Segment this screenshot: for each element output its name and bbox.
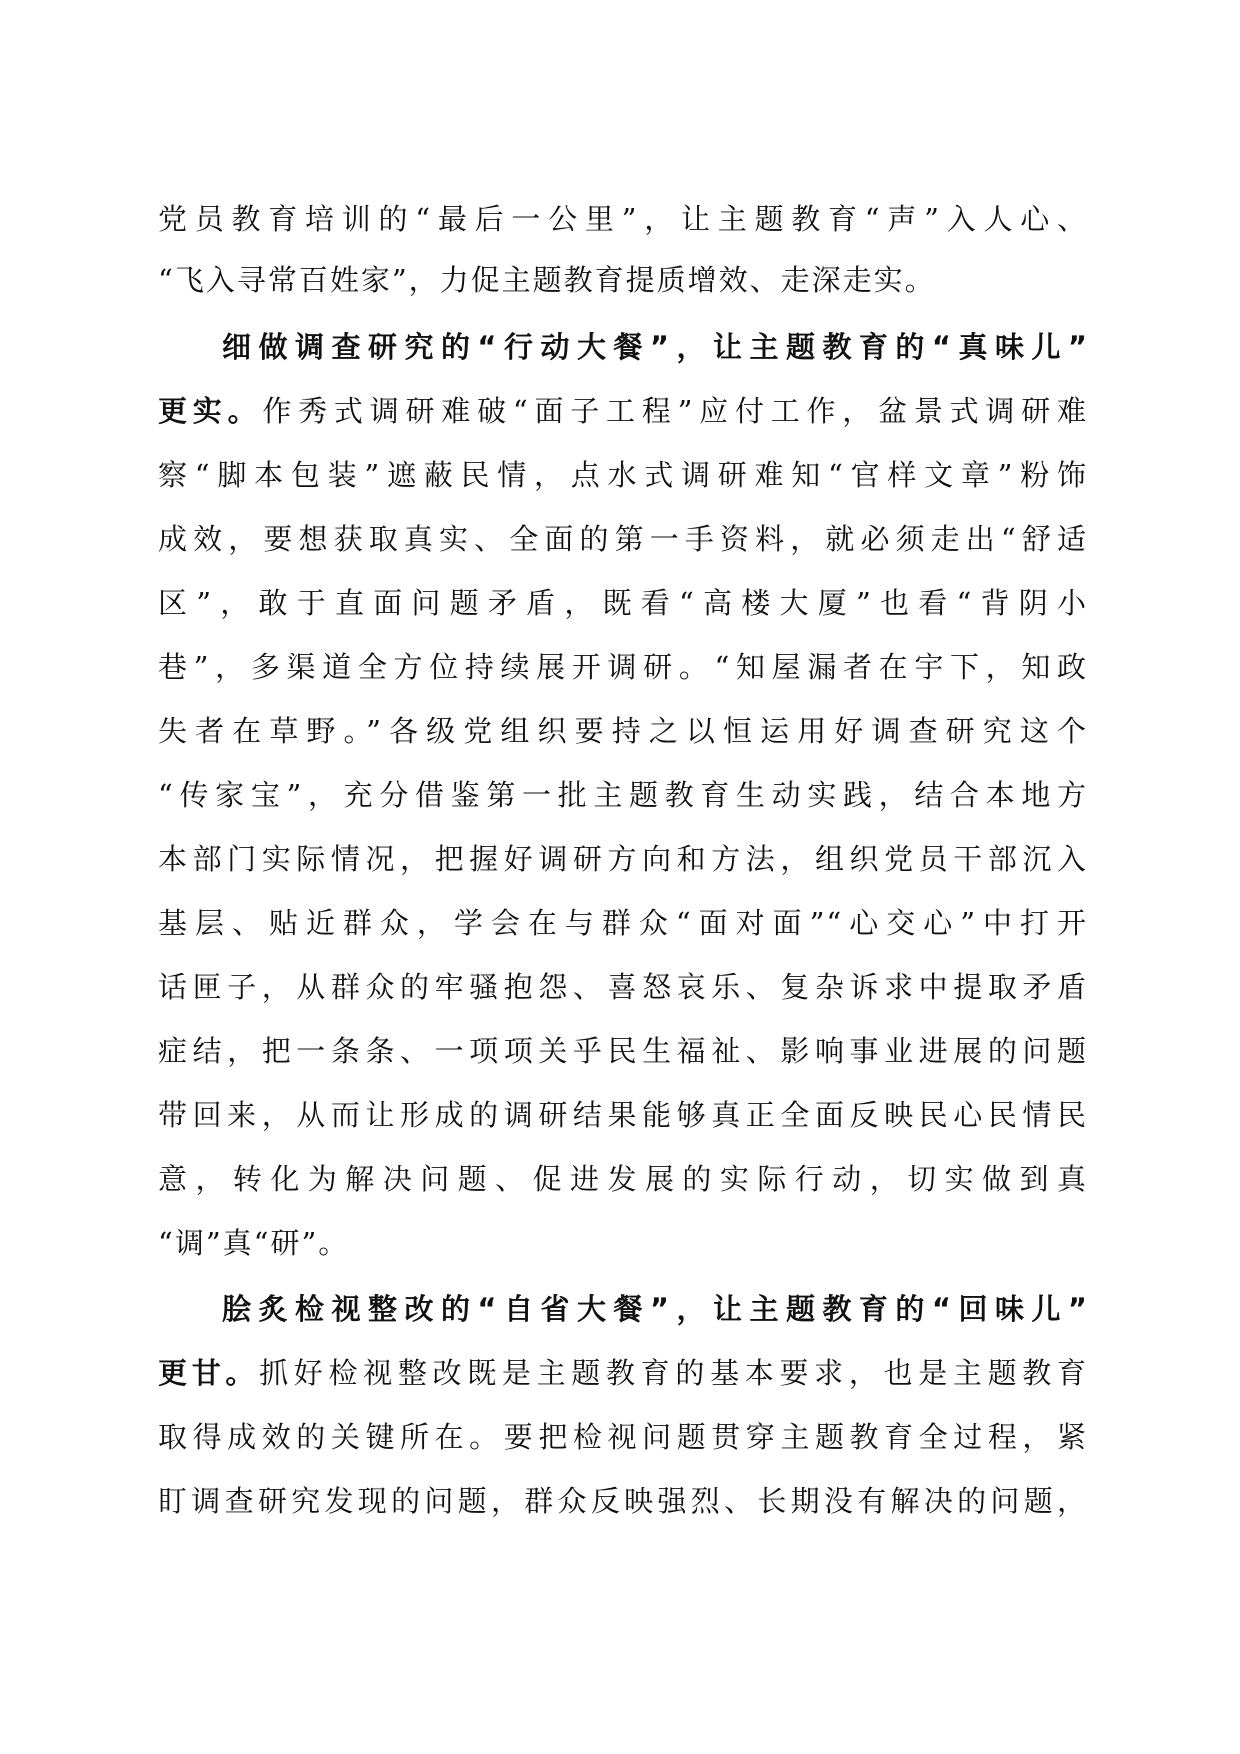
text-line: “调”真“研”。 [158, 1226, 350, 1260]
text-line [158, 1348, 1088, 1398]
section-heading: 细做调查研究的“行动大餐”，让主题教育的“真味儿” [222, 330, 1088, 364]
text-line: 失者在草野。”各级党组织要持之以恒运用好调查研究这个 [158, 714, 1088, 748]
text-line: 本部门实际情况，把握好调研方向和方法，组织党员干部沉入 [158, 842, 1088, 876]
text-line-body: 作秀式调研难破“面子工程”应付工作，盆景式调研难 [262, 394, 1088, 428]
section-heading-tail: 更甘。 [158, 1356, 260, 1390]
text-line: 意，转化为解决问题、促进发展的实际行动，切实做到真 [158, 1162, 1088, 1196]
text-line: 盯调查研究发现的问题，群众反映强烈、长期没有解决的问题， [158, 1484, 1088, 1518]
text-line: 症结，把一条条、一项项关乎民生福祉、影响事业进展的问题 [158, 1034, 1088, 1068]
text-line: 察“脚本包装”遮蔽民情，点水式调研难知“官样文章”粉饰 [158, 458, 1088, 492]
text-line-body: 抓好检视整改既是主题教育的基本要求，也是主题教育 [259, 1356, 1088, 1390]
text-line: 成效，要想获取真实、全面的第一手资料，就必须走出“舒适 [158, 522, 1088, 556]
section-heading-tail: 更实。 [158, 394, 263, 428]
text-line: 党员教育培训的“最后一公里”，让主题教育“声”入人心、 [158, 202, 1088, 236]
text-line [158, 386, 1088, 436]
text-line: 巷”，多渠道全方位持续展开调研。“知屋漏者在宇下，知政 [158, 650, 1088, 684]
text-line: 取得成效的关键所在。要把检视问题贯穿主题教育全过程，紧 [158, 1420, 1088, 1454]
text-line: “传家宝”，充分借鉴第一批主题教育生动实践，结合本地方 [158, 778, 1088, 812]
section-heading: 脍炙检视整改的“自省大餐”，让主题教育的“回味儿” [222, 1292, 1088, 1326]
text-line: 话匣子，从群众的牢骚抱怨、喜怒哀乐、复杂诉求中提取矛盾 [158, 970, 1088, 1004]
text-line: “飞入寻常百姓家”，力促主题教育提质增效、走深走实。 [158, 263, 936, 297]
text-line: 带回来，从而让形成的调研结果能够真正全面反映民心民情民 [158, 1098, 1088, 1132]
text-line: 基层、贴近群众，学会在与群众“面对面”“心交心”中打开 [158, 906, 1088, 940]
text-line: 区”，敢于直面问题矛盾，既看“高楼大厦”也看“背阴小 [158, 586, 1088, 620]
